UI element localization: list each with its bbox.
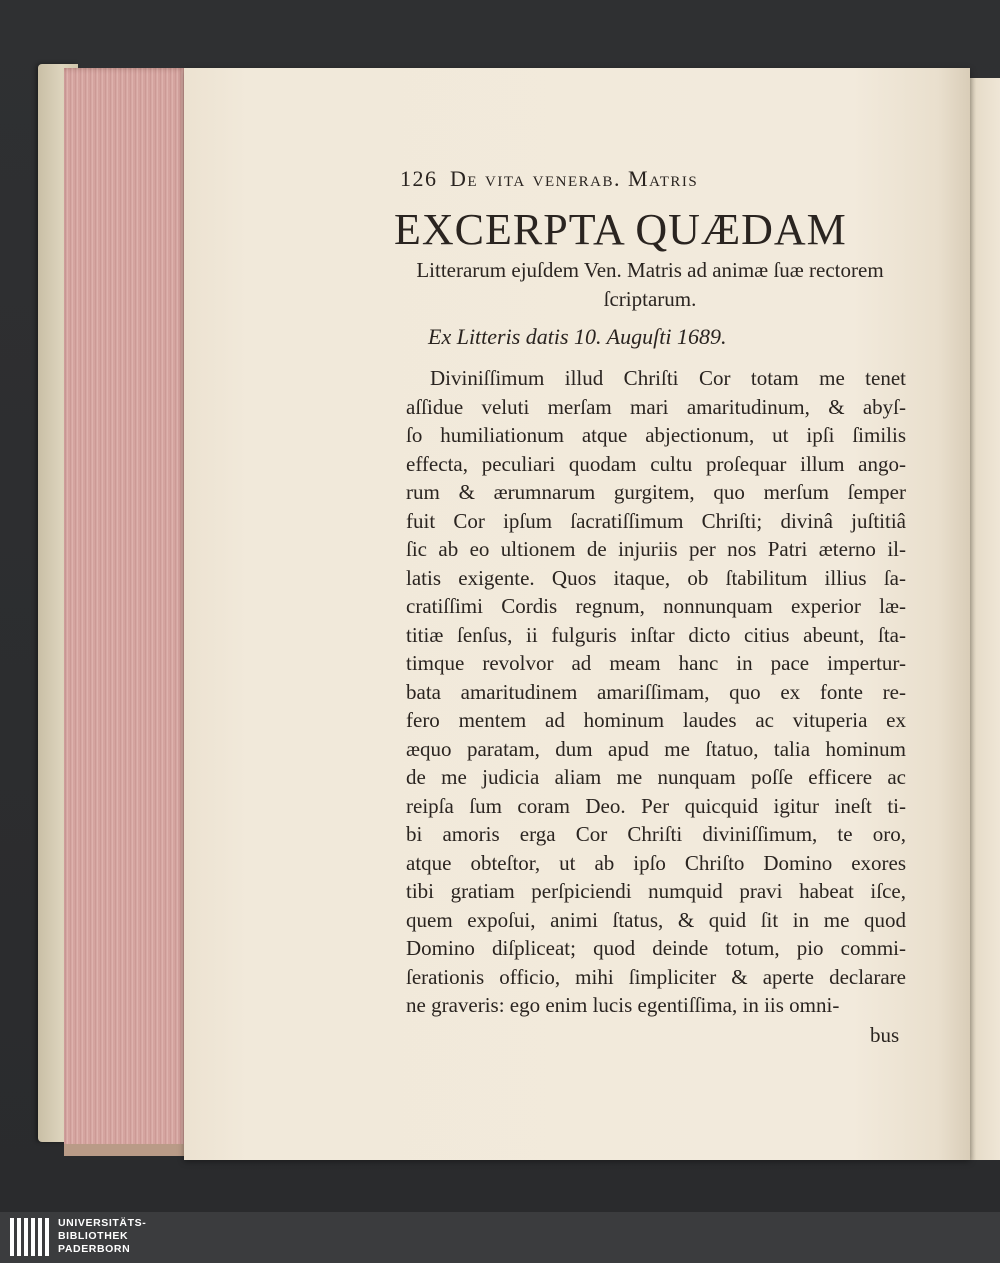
text-line: bi amoris erga Cor Chriſti diviniſſimum, te oro, bbox=[406, 822, 906, 846]
text-line: ſic ab eo ultionem de injuriis per nos Patri æterno il- bbox=[406, 537, 906, 561]
text-line: reipſa ſum coram Deo. Per quicquid igitur ineſt ti- bbox=[406, 793, 906, 818]
text-line: fero mentem ad hominum laudes ac vituperia ex bbox=[406, 708, 906, 732]
body-text bbox=[406, 364, 906, 1020]
text-line: atque obteſtor, ut ab ipſo Chriſto Domino exores bbox=[406, 850, 906, 875]
footer-bar bbox=[0, 1212, 1000, 1263]
page-number: 126 bbox=[400, 166, 438, 191]
page-text-block bbox=[184, 68, 970, 1160]
logo-line: UNIVERSITÄTS- bbox=[58, 1217, 147, 1229]
text-line: tibi gratiam perſpiciendi numquid pravi habeat iſce, bbox=[406, 879, 906, 903]
catchword: bus bbox=[870, 1023, 900, 1047]
book-page bbox=[184, 68, 970, 1160]
text-line: bata amaritudinem amariſſimam, quo ex fonte re- bbox=[406, 679, 906, 704]
text-line: æquo paratam, dum apud me ſtatuo, talia hominum bbox=[406, 736, 906, 761]
text-line: de me judicia aliam me nunquam poſſe efficere ac bbox=[406, 765, 906, 789]
text-line: ſerationis officio, mihi ſimpliciter & aperte declarare bbox=[406, 964, 906, 989]
logo-line: PADERBORN bbox=[58, 1243, 131, 1255]
text-line: effecta, peculiari quodam cultu proſequar illum ango- bbox=[406, 451, 906, 476]
text-line: ne graveris: ego enim lucis egentiſſima, in iis omni- bbox=[406, 993, 840, 1017]
text-line: fuit Cor ipſum ſacratiſſimum Chriſti; divinâ juſtitiâ bbox=[406, 508, 906, 533]
text-line: Diviniſſimum illud Chriſti Cor totam me tenet bbox=[430, 366, 906, 390]
section-subtitle: Litterarum ejuſdem Ven. Matris ad animæ ſuæ rectorem ſcriptarum. bbox=[416, 258, 884, 311]
text-line: Domino diſpliceat; quod deinde totum, pio commi- bbox=[406, 936, 906, 960]
facing-page-edge bbox=[966, 78, 1000, 1160]
text-line: rum & ærumnarum gurgitem, quo merſum ſemper bbox=[406, 480, 906, 504]
logo-line: BIBLIOTHEK bbox=[58, 1230, 129, 1242]
text-line: titiæ ſenſus, ii fulguris inſtar dicto citius abeunt, ſta- bbox=[406, 622, 906, 647]
book-page-edges bbox=[64, 68, 188, 1156]
text-line: timque revolvor ad meam hanc in pace impertur- bbox=[406, 651, 906, 675]
running-head-title: De vita venerab. Matris bbox=[450, 166, 699, 191]
text-line: quem expoſui, animi ſtatus, & quid ſit in me quod bbox=[406, 907, 906, 932]
section-title: EXCERPTA QUÆDAM bbox=[394, 205, 847, 254]
letter-dateline: Ex Litteris datis 10. Auguſti 1689. bbox=[428, 324, 727, 349]
text-line: cratiſſimi Cordis regnum, nonnunquam experior læ- bbox=[406, 594, 906, 618]
text-line: ſo humiliationum atque abjectionum, ut ipſi ſimilis bbox=[406, 423, 906, 447]
running-head bbox=[400, 166, 844, 192]
library-logo-text bbox=[58, 1217, 146, 1256]
library-logo-icon bbox=[10, 1218, 50, 1256]
text-line: latis exigente. Quos itaque, ob ſtabilitum illius ſa- bbox=[406, 565, 906, 590]
text-line: aſſidue veluti merſam mari amaritudinum, & abyſ- bbox=[406, 394, 906, 419]
